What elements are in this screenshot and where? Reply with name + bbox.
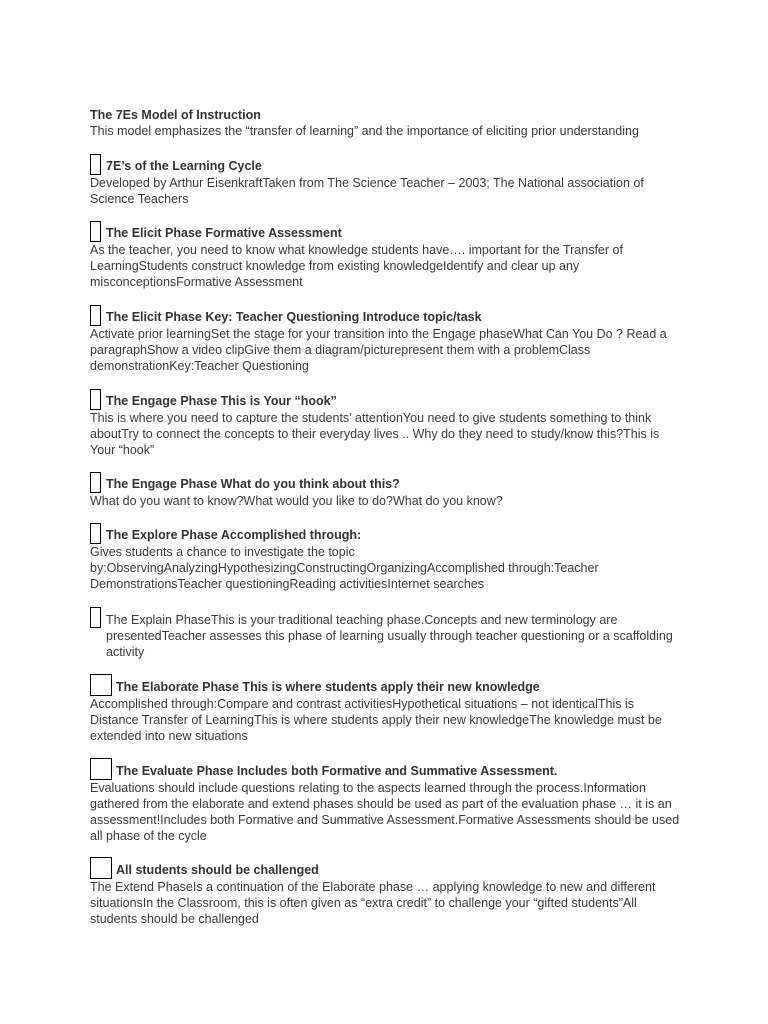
section-heading: The Evaluate Phase Includes both Formative and Summative Assessment. <box>116 764 558 778</box>
document-title: The 7Es Model of Instruction <box>90 108 261 122</box>
section-header <box>90 674 680 696</box>
section-body: Gives students a chance to investigate the topic by:ObservingAnalyzingHypothesizingConstructingOrganizingAccomplished through:Teacher DemonstrationsTeacher questioningReading activitiesInternet searches <box>90 545 599 591</box>
section-heading: All students should be challenged <box>116 863 319 877</box>
slide-thumbnail-placeholder <box>90 305 101 326</box>
section-header <box>90 304 680 326</box>
slide-thumbnail-placeholder <box>90 154 101 175</box>
document-intro: This model emphasizes the “transfer of learning” and the importance of eliciting prior understanding <box>90 124 639 138</box>
slide-thumbnail-placeholder <box>90 221 101 242</box>
slide-section <box>90 607 680 661</box>
section-heading: The Elicit Phase Formative Assessment <box>106 226 342 240</box>
slide-section <box>90 522 680 592</box>
section-header <box>90 522 680 544</box>
slide-thumbnail-placeholder <box>90 758 112 780</box>
section-body: Evaluations should include questions relating to the aspects learned through the process.Information gathered from the elaborate and extend phases should be used as part of the evaluation phase … it is an assessment!Includes both Formative and Summative Assessment.Formative Assessments should be used all phase of the cycle <box>90 781 680 843</box>
section-body: Activate prior learningSet the stage for your transition into the Engage phaseWhat Can You Do ? Read a paragraphShow a video clipGive them a diagram/picturepresent them with a problemClass demonstrationKey:Teacher Questioning <box>90 327 667 373</box>
section-header <box>90 220 680 242</box>
slide-section <box>90 388 680 458</box>
slide-thumbnail-placeholder <box>90 523 101 544</box>
slide-section <box>90 304 680 374</box>
section-heading: The Explain PhaseThis is your traditional teaching phase.Concepts and new terminology are presentedTeacher assesses this phase of learning usually through teacher questioning or a scaffolding activity <box>106 613 673 659</box>
section-body: This is where you need to capture the students’ attentionYou need to give students something to think aboutTry to connect the concepts to their everyday lives .. Why do they need to study/know this?This is Your “hook” <box>90 411 660 457</box>
section-body: Accomplished through:Compare and contrast activitiesHypothetical situations – not identicalThis is Distance Transfer of LearningThis is where students apply their new knowledgeThe knowledge must be extended into new situations <box>90 697 662 743</box>
slide-section <box>90 471 680 509</box>
section-body: What do you want to know?What would you like to do?What do you know? <box>90 494 503 508</box>
slide-thumbnail-placeholder <box>90 472 101 493</box>
slide-section <box>90 674 680 744</box>
slide-thumbnail-placeholder <box>90 674 112 696</box>
section-heading: 7E’s of the Learning Cycle <box>106 159 262 173</box>
slide-thumbnail-placeholder <box>90 607 101 628</box>
slide-section <box>90 758 680 844</box>
document-page <box>90 107 690 926</box>
section-body: The Extend PhaseIs a continuation of the Elaborate phase … applying knowledge to new and different situationsIn the Classroom, this is often given as “extra credit” to challenge your “gifted students”All students should be challenged <box>90 880 656 926</box>
section-header <box>90 607 680 661</box>
slide-section <box>90 153 680 207</box>
section-heading: The Explore Phase Accomplished through: <box>106 528 362 542</box>
slide-thumbnail-placeholder <box>90 389 101 410</box>
slide-section <box>90 220 680 290</box>
section-heading: The Elaborate Phase This is where students apply their new knowledge <box>116 680 540 694</box>
section-heading: The Engage Phase This is Your “hook” <box>106 394 337 408</box>
section-header <box>90 153 680 175</box>
slide-section <box>90 857 680 927</box>
section-header <box>90 758 680 780</box>
section-heading: The Engage Phase What do you think about this? <box>106 477 400 491</box>
section-body: As the teacher, you need to know what knowledge students have…. important for the Transfer of LearningStudents construct knowledge from existing knowledgeIdentify and clear up any misconceptionsFormative Assessment <box>90 243 623 289</box>
section-header <box>90 471 680 493</box>
section-header <box>90 857 680 879</box>
section-header <box>90 388 680 410</box>
section-heading: The Elicit Phase Key: Teacher Questioning Introduce topic/task <box>106 310 482 324</box>
section-body: Developed by Arthur EisenkraftTaken from The Science Teacher – 2003; The National association of Science Teachers <box>90 176 644 206</box>
slide-thumbnail-placeholder <box>90 857 112 879</box>
